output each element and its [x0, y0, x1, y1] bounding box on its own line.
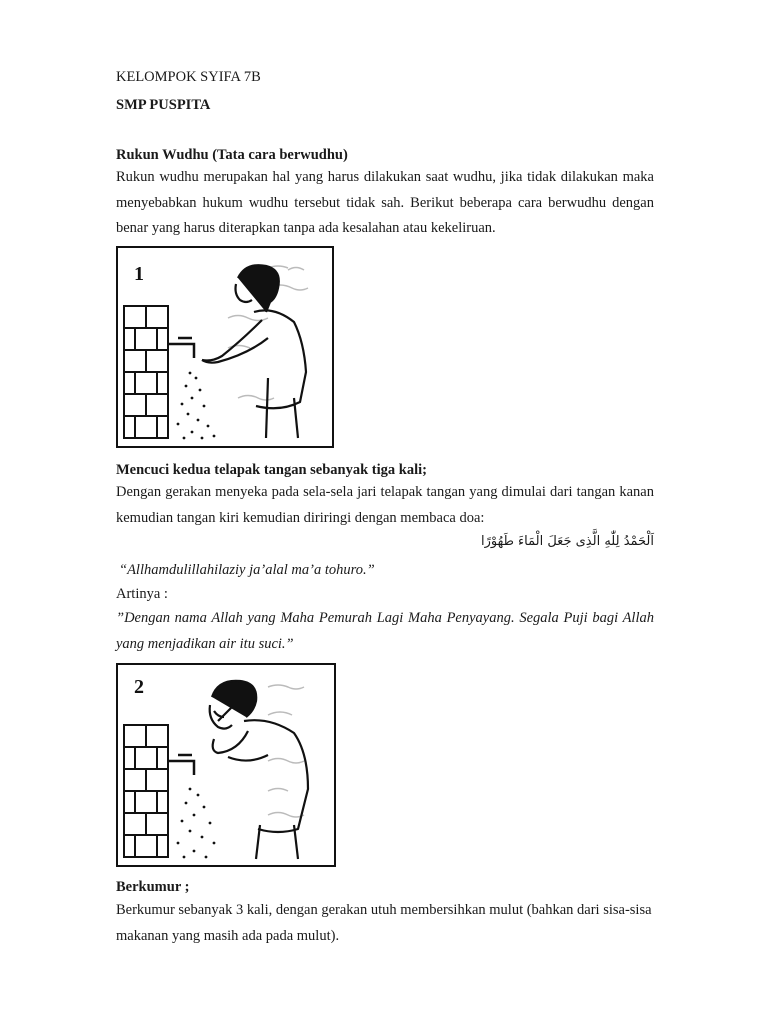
step1-arabic-prayer: اَلْحَمْدُ لِلّٰهِ الَّذِى جَعَلَ الْمَاءَ طَهُوْرًا [480, 534, 654, 549]
step1-meaning: ”Dengan nama Allah yang Maha Pemurah Lagi Maha Penyayang. Segala Puji bagi Allah yang menjadikan air itu suci.” [116, 610, 654, 652]
step2-title: Berkumur ; [116, 879, 190, 895]
rinsing-mouth-drawing [118, 665, 334, 865]
intro-paragraph: Rukun wudhu merupakan hal yang harus dilakukan saat wudhu, jika tidak dilakukan maka menyebabkan hukum wudhu tersebut tidak sah. Berikut beberapa cara berwudhu dengan benar yang harus diterapkan tanpa ada kesalahan atau kekeliruan. [116, 169, 654, 236]
step2-text: Berkumur sebanyak 3 kali, dengan gerakan utuh membersihkan mulut (bahkan dari sisa-sisa makanan yang masih ada pada mulut). [116, 902, 652, 944]
figure-number: 2 [134, 676, 144, 698]
figure-number: 1 [134, 263, 144, 285]
step1-meaning-label: Artinya : [116, 586, 168, 602]
step1-transliteration: “Allhamdulillahilaziy ja’alal ma’a tohuro.” [119, 562, 375, 578]
step1-title: Mencuci kedua telapak tangan sebanyak tiga kali; [116, 462, 427, 478]
illustration-washing-hands [116, 246, 334, 448]
step1-text: Dengan gerakan menyeka pada sela-sela jari telapak tangan yang dimulai dari tangan kanan kemudian tangan kiri kemudian diriringi dengan membaca doa: [116, 484, 654, 526]
washing-hands-drawing [118, 248, 332, 446]
school-name: SMP PUSPITA [116, 97, 211, 113]
group-name: KELOMPOK SYIFA 7B [116, 69, 261, 85]
illustration-rinsing-mouth [116, 663, 336, 867]
section-title: Rukun Wudhu (Tata cara berwudhu) [116, 147, 348, 163]
